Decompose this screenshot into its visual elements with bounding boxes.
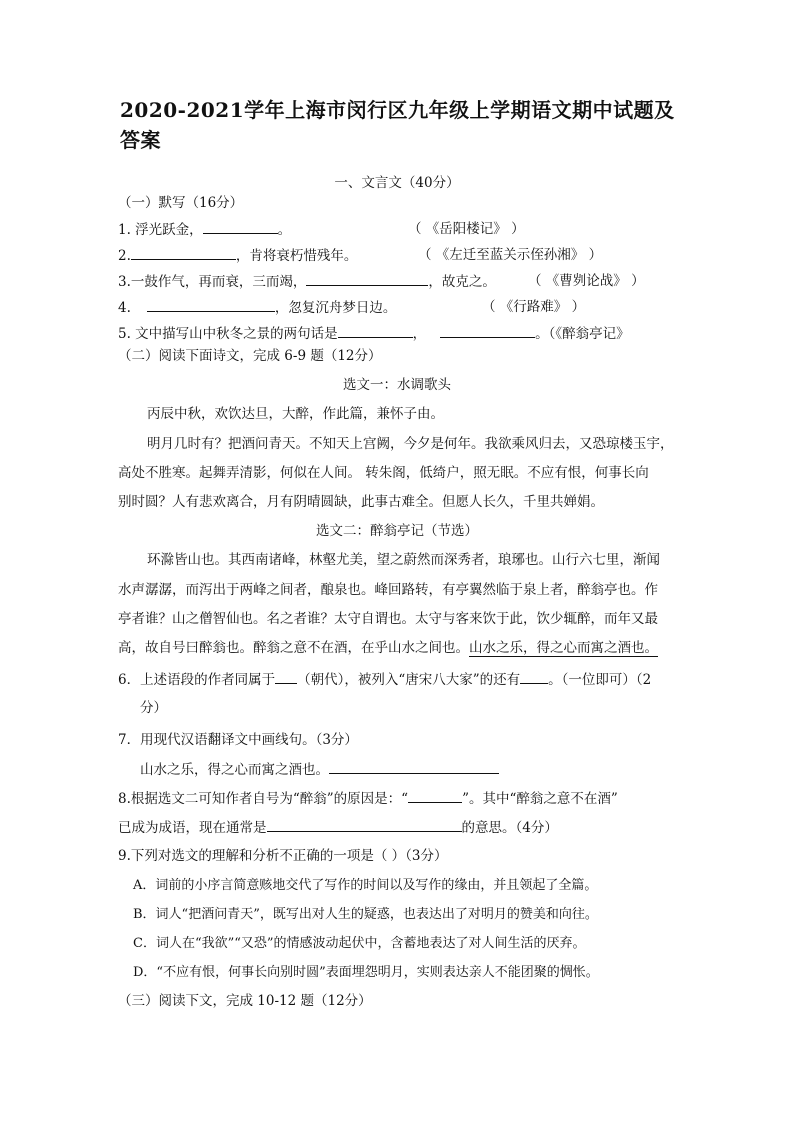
underlined-sentence: 山水之乐，得之心而寓之酒也。 (469, 640, 658, 656)
text1-line: 别时圆？人有悲欢离合，月有阴晴圆缺，此事古难全。但愿人长久，千里共婵娟。 (118, 494, 604, 510)
text2-line: 水声潺潺，而泻出于两峰之间者，酿泉也。峰回路转，有亭翼然临于泉上者，醉翁亭也。作 (118, 582, 658, 598)
option-a[interactable]: A．词前的小序言简意赅地交代了写作的时间以及写作的缘由，并且领起了全篇。 (133, 878, 598, 893)
option-c[interactable]: C．词人在“我欲”“又恐”的情感波动起伏中，含蓄地表达了对人间生活的厌弃。 (133, 936, 586, 951)
answer-blank[interactable] (203, 219, 278, 234)
text2-line: 高，故自号曰醉翁也。醉翁之意不在酒，在乎山水之间也。山水之乐，得之心而寓之酒也。 (118, 640, 658, 656)
question-8: 8.根据选文二可知作者自号为“醉翁”的原因是：“ ”。其中“醉翁之意不在酒” (118, 788, 618, 809)
option-d[interactable]: D．“不应有恨，何事长向别时圆”表面埋怨明月，实则表达亲人不能团聚的惆怅。 (133, 965, 599, 980)
answer-blank[interactable] (520, 669, 548, 684)
text1-title: 选文一：水调歌头 (343, 377, 451, 393)
page-title: 2020-2021学年上海市闵行区九年级上学期语文期中试题及答案 (120, 98, 675, 152)
question-6-cont: 分） (140, 700, 167, 716)
question-3: 3.一鼓作气，再而衰，三而竭， ，故克之。 (118, 271, 496, 292)
text2-title: 选文二：醉翁亭记（节选） (316, 523, 478, 539)
answer-blank[interactable] (131, 245, 236, 260)
question-8-cont: 已成为成语，现在通常是 的意思。（4分） (118, 817, 558, 838)
question-2: 2. ，肯将衰朽惜残年。 (118, 245, 357, 266)
question-5: 5. 文中描写山中秋冬之景的两句话是 ， 。（《醉翁亭记》 (118, 323, 630, 344)
text2-line: 亭者谁？山之僧智仙也。名之者谁？太守自谓也。太守与客来饮于此，饮少辄醉，而年又最 (118, 611, 658, 627)
answer-blank[interactable] (408, 788, 462, 803)
question-4: 4. ，忽复沉舟梦日边。 (118, 297, 396, 318)
question-2-source: （ 《左迁至蓝关示侄孙湘》 ） (418, 247, 603, 263)
question-9: 9.下列对选文的理解和分析不正确的一项是（ ）（3分） (118, 848, 448, 864)
question-1-source: （ 《岳阳楼记》 ） (408, 221, 525, 237)
text1-preface: 丙辰中秋，欢饮达旦，大醉，作此篇，兼怀子由。 (147, 406, 444, 422)
answer-blank[interactable] (306, 271, 428, 286)
text1-line: 明月几时有？把酒问青天。不知天上宫阙，今夕是何年。我欲乘风归去，又恐琼楼玉宇， (147, 436, 674, 452)
question-1: 1. 浮光跃金， 。 (118, 219, 291, 240)
text2-line: 环滁皆山也。其西南诸峰，林壑尤美，望之蔚然而深秀者，琅琊也。山行六七里，渐闻 (147, 552, 660, 568)
option-b[interactable]: B．词人“把酒问青天”，既写出对人生的疑惑，也表达出了对明月的赞美和向往。 (133, 907, 598, 922)
answer-blank[interactable] (338, 323, 413, 338)
question-7-sentence: 山水之乐，得之心而寓之酒也。 (140, 759, 499, 780)
answer-blank[interactable] (267, 817, 462, 832)
answer-blank[interactable] (440, 323, 535, 338)
question-7: 7．用现代汉语翻译文中画线句。（3分） (118, 732, 358, 748)
part1-header: （一）默写（16分） (118, 195, 244, 211)
part3-header: （三）阅读下文，完成 10-12 题（12分） (118, 993, 372, 1009)
question-3-source: （ 《曹刿论战》 ） (528, 273, 645, 289)
answer-blank[interactable] (275, 669, 297, 684)
part2-header: （二）阅读下面诗文，完成 6-9 题（12分） (118, 348, 382, 364)
text1-line: 高处不胜寒。起舞弄清影，何似在人间。 转朱阁，低绮户，照无眠。不应有恨，何事长向 (118, 465, 649, 481)
answer-blank[interactable] (147, 297, 275, 312)
question-4-source: （ 《行路难》 ） (482, 299, 586, 315)
question-6: 6．上述语段的作者同属于 （朝代），被列入“唐宋八大家”的还有 。（一位即可）（2 (118, 669, 651, 690)
answer-blank[interactable] (329, 759, 499, 774)
section-heading: 一、文言文（40分） (334, 175, 460, 191)
